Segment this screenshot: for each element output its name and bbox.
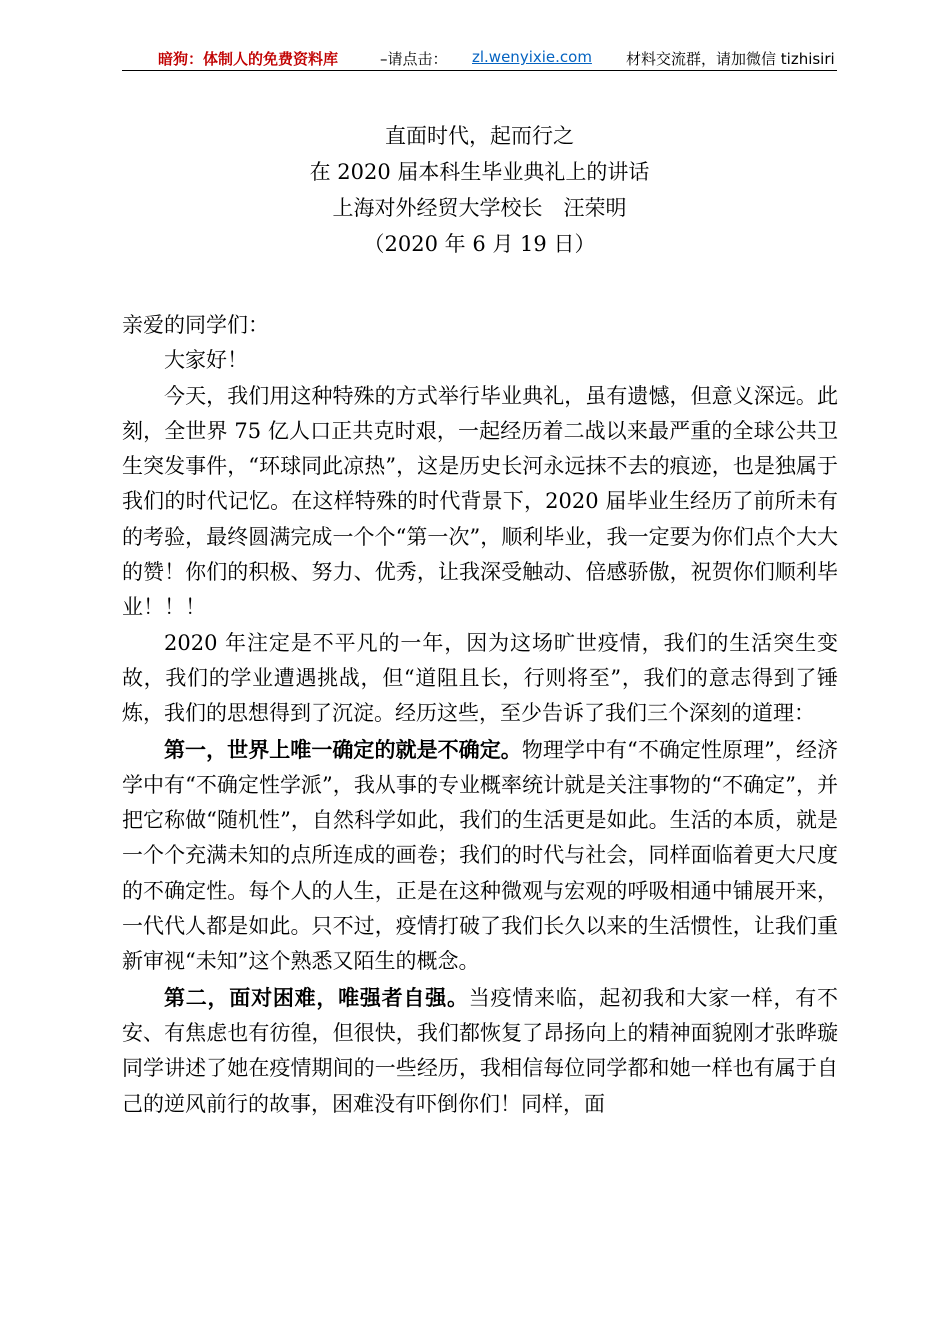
paragraph-4-heading: 第二，面对困难，唯强者自强。	[164, 984, 469, 1010]
header-brand: 暗狗：体制人的免费资料库	[158, 50, 339, 68]
greeting: 大家好！	[164, 348, 248, 373]
paragraph-3-heading: 第一，世界上唯一确定的就是不确定。	[164, 736, 522, 762]
page-header	[122, 44, 837, 70]
header-link[interactable]: zl.wenyixie.com	[472, 48, 592, 66]
salutation: 亲爱的同学们：	[122, 313, 269, 337]
paragraph-1: 今天，我们用这种特殊的方式举行毕业典礼，虽有遗憾，但意义深远。此刻，全世界 75 亿人口正共克时艰，一起经历着二战以来最严重的全球公共卫生突发事件，“环球同此凉热”，这是历史长河永远抹不去的痕迹，也是独属于我们的时代记忆。在这样特殊的时代背景下，2020 届毕业生经历了前所未有的考验，最终圆满完成一个个“第一次”，顺利毕业，我一定要为你们点个大大的赞！你们的积极、努力、优秀，让我深受触动、倍感骄傲，祝贺你们顺利毕业！！！	[122, 383, 838, 620]
paragraph-4-text: 当疫情来临，起初我和大家一样，有不安、有焦虑也有彷徨，但很快，我们都恢复了昂扬向上的精神面貌刚才张晔璇同学讲述了她在疫情期间的一些经历，我相信每位同学都和她一样也有属于自己的逆风前行的故事，困难没有吓倒你们！同样，面	[122, 985, 838, 1116]
paragraph-2: 2020 年注定是不平凡的一年，因为这场旷世疫情，我们的生活突生变故，我们的学业遭遇挑战，但“道阻且长，行则将至”，我们的意志得到了锤炼，我们的思想得到了沉淀。经历这些，至少告诉了我们三个深刻的道理：	[122, 630, 838, 726]
speech-date: （2020 年 6 月 19 日）	[363, 232, 596, 256]
speech-occasion: 在 2020 届本科生毕业典礼上的讲话	[309, 160, 650, 184]
header-divider	[122, 70, 837, 71]
speech-title: 直面时代，起而行之	[385, 124, 574, 148]
paragraph-4	[122, 980, 838, 1122]
speech-title-block	[122, 118, 837, 262]
paragraph-3	[122, 732, 838, 980]
speech-speaker: 上海对外经贸大学校长 汪荣明	[332, 196, 627, 220]
header-group-info: 材料交流群，请加微信 tizhisiri	[626, 50, 835, 68]
speech-body	[122, 308, 838, 1122]
header-click-label: –请点击：	[380, 50, 448, 68]
paragraph-3-text: 物理学中有“不确定性原理”，经济学中有“不确定性学派”，我从事的专业概率统计就是关注事物的“不确定”，并把它称做“随机性”，自然科学如此，我们的生活更是如此。生活的本质，就是一个个充满未知的点所连成的画卷；我们的时代与社会，同样面临着更大尺度的不确定性。每个人的人生，正是在这种微观与宏观的呼吸相通中铺展开来，一代代人都是如此。只不过，疫情打破了我们长久以来的生活惯性，让我们重新审视“未知”这个熟悉又陌生的概念。	[122, 737, 838, 974]
